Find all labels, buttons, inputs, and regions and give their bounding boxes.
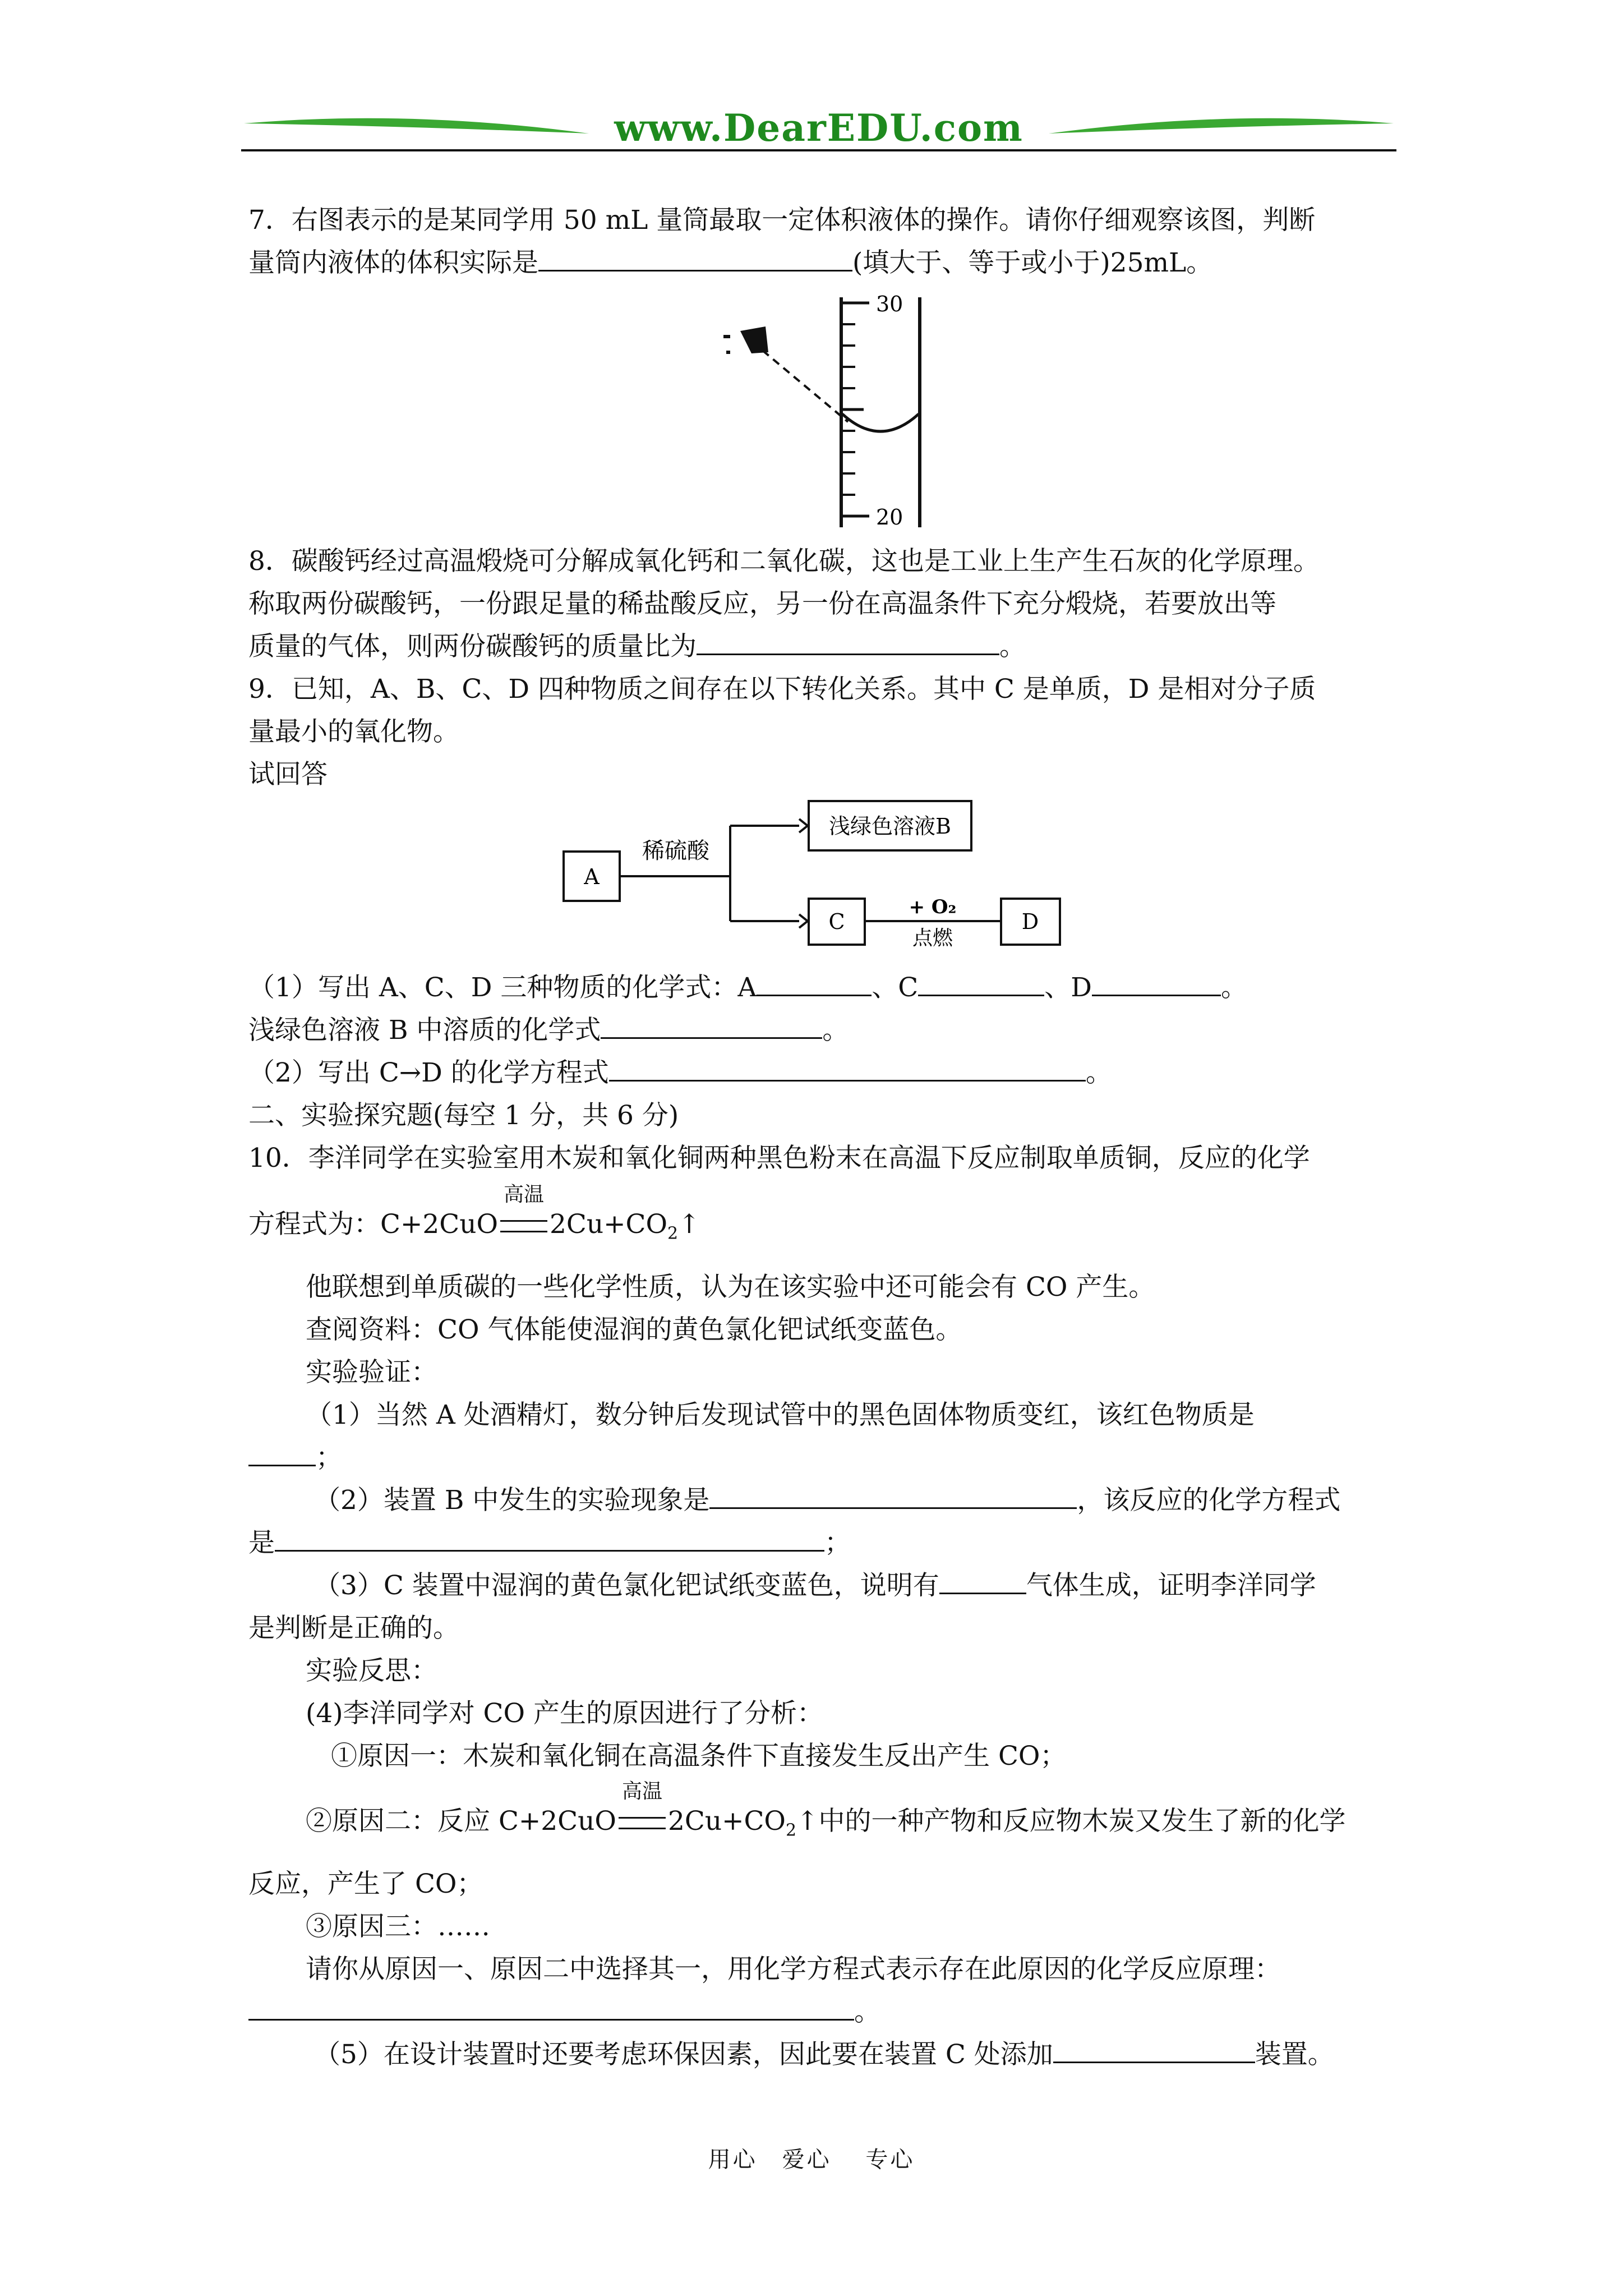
q7-line2 <box>248 245 1212 282</box>
reaction-condition-2 <box>616 1780 668 1840</box>
q10-reflect: 实验反思： <box>306 1655 437 1686</box>
gas-arrow: ↑ <box>678 1209 700 1240</box>
q10-s2-line2 <box>248 1525 851 1562</box>
q10-eq-product: 2Cu+CO <box>550 1209 668 1240</box>
q10-s1-line1: （1）当然 A 处酒精灯，数分钟后发现试管中的黑色固体物质变红，该红色物质是 <box>306 1400 1255 1430</box>
q9-blank-c <box>918 970 1044 996</box>
q10-s3-text-b: 气体生成，证明李洋同学 <box>1026 1570 1316 1601</box>
q7-line2-text: 量筒内液体的体积实际是 <box>248 247 538 278</box>
q8-line3 <box>248 628 1026 665</box>
q10-ask-end: 。 <box>854 1996 880 2027</box>
q9-blank-b <box>601 1013 822 1039</box>
q9-sub1-text-c: 、C <box>872 972 919 1003</box>
q10-blank-equation-b <box>275 1525 824 1552</box>
q10-eq-prefix: 方程式为：C+2CuO <box>248 1209 499 1240</box>
q9-blank-d <box>1092 970 1221 996</box>
q10-s2-text-b: ，该反应的化学方程式 <box>1077 1485 1341 1516</box>
q10-ask-line2 <box>248 1994 880 2031</box>
eye-icon <box>723 326 768 353</box>
q10-s2-line2-text: 是 <box>248 1527 275 1558</box>
q10-s5 <box>314 2036 1334 2073</box>
sight-line <box>763 351 848 422</box>
q9-blank-equation <box>609 1055 1086 1082</box>
section-two-heading: 二、实验探究题(每空 1 分，共 6 分) <box>248 1100 679 1131</box>
q10-r2-subscript: 2 <box>785 1820 797 1841</box>
box-b-label: 浅绿色溶液B <box>829 814 951 839</box>
box-c-label: C <box>828 909 845 934</box>
scale-label-top: 30 <box>876 292 903 316</box>
scale-label-bottom: 20 <box>876 505 903 530</box>
q10-r2-product: 2Cu+CO <box>667 1806 786 1837</box>
q10-s2-line2-end: ； <box>824 1527 851 1558</box>
q9-sub1-text-d: 、D <box>1044 972 1092 1003</box>
q9-sub1-line2-end: 。 <box>822 1015 849 1046</box>
meniscus <box>842 414 919 431</box>
header-site-logo: www.DearEDU.com <box>614 106 1023 150</box>
reaction-condition-label-2: 高温 <box>621 1780 662 1803</box>
q10-r2-suffix: ↑中的一种产物和反应物木炭又发生了新的化学 <box>796 1806 1346 1837</box>
q10-line5: 实验验证： <box>306 1357 437 1388</box>
page-footer: 用心 爱心 专心 <box>708 2147 915 2173</box>
q7-line1: 7．右图表示的是某同学用 50 mL 量筒最取一定体积液体的操作。请你仔细观察该图，判断 <box>248 205 1316 236</box>
q10-s3-line2: 是判断是正确的。 <box>248 1613 459 1644</box>
q7-answer-blank <box>538 245 852 272</box>
q10-s5-text: （5）在设计装置时还要考虑环保因素，因此要在装置 C 处添加 <box>314 2039 1053 2070</box>
q9-sub1-text-a: （1）写出 A、C、D 三种物质的化学式：A <box>248 972 757 1003</box>
q8-line3-end: 。 <box>999 631 1026 662</box>
q10-s1-end: ； <box>316 1442 342 1473</box>
q10-blank-device <box>1053 2037 1255 2063</box>
box-d-label: D <box>1021 909 1039 934</box>
q10-line4: 查阅资料：CO 气体能使湿润的黄色氯化钯试纸变蓝色。 <box>306 1314 962 1345</box>
equals-sign-2 <box>619 1817 666 1829</box>
q9-sub2-text: （2）写出 C→D 的化学方程式 <box>248 1057 609 1088</box>
condition-top-label: + O₂ <box>909 896 957 918</box>
q10-line1: 10．李洋同学在实验室用木炭和氧化铜两种黑色粉末在高温下反应制取单质铜，反应的化学 <box>248 1143 1310 1174</box>
q10-r2-prefix: ②原因二：反应 C+2CuO <box>306 1806 616 1837</box>
q10-s4: (4)李洋同学对 CO 产生的原因进行了分析： <box>306 1698 823 1729</box>
q10-blank-phenomenon <box>709 1483 1077 1509</box>
q10-reason1: ①原因一：木炭和氧化铜在高温条件下直接发生反出产生 CO； <box>331 1741 1067 1772</box>
q10-equation <box>248 1183 700 1252</box>
q9-sub1-line2-text: 浅绿色溶液 B 中溶质的化学式 <box>248 1015 601 1046</box>
q9-sub2 <box>248 1055 1112 1092</box>
cylinder-figure <box>701 292 937 533</box>
q9-line2: 量最小的氧化物。 <box>248 716 459 747</box>
q10-reason2-line2: 反应，产生了 CO； <box>248 1869 483 1899</box>
q9-sub1-line2 <box>248 1012 849 1049</box>
q9-sub2-end: 。 <box>1085 1057 1112 1088</box>
q10-s3-text: （3）C 装置中湿润的黄色氯化钯试纸变蓝色，说明有 <box>314 1570 939 1601</box>
q8-line1: 8．碳酸钙经过高温煅烧可分解成氧化钙和二氧化碳，这也是工业上生产生石灰的化学原理。 <box>248 546 1320 577</box>
box-a-label: A <box>584 864 600 889</box>
equals-sign <box>500 1220 547 1232</box>
q8-line3-text: 质量的气体，则两份碳酸钙的质量比为 <box>248 631 697 662</box>
q10-s5-end: 装置。 <box>1255 2039 1334 2070</box>
condition-bottom-label: 点燃 <box>912 927 953 950</box>
graduated-cylinder <box>841 297 920 527</box>
q9-blank-a <box>757 970 872 996</box>
q10-s2-line1 <box>314 1482 1340 1519</box>
q8-line2: 称取两份碳酸钙，一份跟足量的稀盐酸反应，另一份在高温条件下充分煅烧，若要放出等 <box>248 588 1276 619</box>
reaction-condition <box>498 1183 550 1243</box>
q10-reason3: ③原因三：…… <box>306 1911 490 1942</box>
q10-s3-line1 <box>314 1567 1316 1604</box>
q10-blank-red-substance <box>248 1440 316 1466</box>
q8-answer-blank <box>697 629 999 655</box>
q9-line1: 9．已知，A、B、C、D 四种物质之间存在以下转化关系。其中 C 是单质，D 是相对分子质 <box>248 674 1316 705</box>
q9-sub1-end: 。 <box>1220 972 1247 1003</box>
q10-blank-gas <box>939 1568 1026 1594</box>
page-header <box>241 107 1396 157</box>
conversion-diagram <box>555 797 1077 959</box>
reagent-label: 稀硫酸 <box>642 838 709 864</box>
q9-line3: 试回答 <box>248 759 328 790</box>
q9-sub1 <box>248 969 1247 1006</box>
q10-blank-principle <box>248 1994 854 2021</box>
reaction-condition-label: 高温 <box>504 1183 545 1206</box>
q10-s2-text: （2）装置 B 中发生的实验现象是 <box>314 1485 710 1516</box>
q10-reason2 <box>306 1780 1346 1849</box>
q10-eq-subscript: 2 <box>667 1223 679 1244</box>
q7-line2-hint: (填大于、等于或小于)25mL。 <box>852 247 1213 278</box>
q10-ask: 请你从原因一、原因二中选择其一，用化学方程式表示存在此原因的化学反应原理： <box>306 1954 1281 1985</box>
q10-line3: 他联想到单质碳的一些化学性质，认为在该实验中还可能会有 CO 产生。 <box>306 1272 1155 1303</box>
q10-s1-line2 <box>248 1439 342 1476</box>
